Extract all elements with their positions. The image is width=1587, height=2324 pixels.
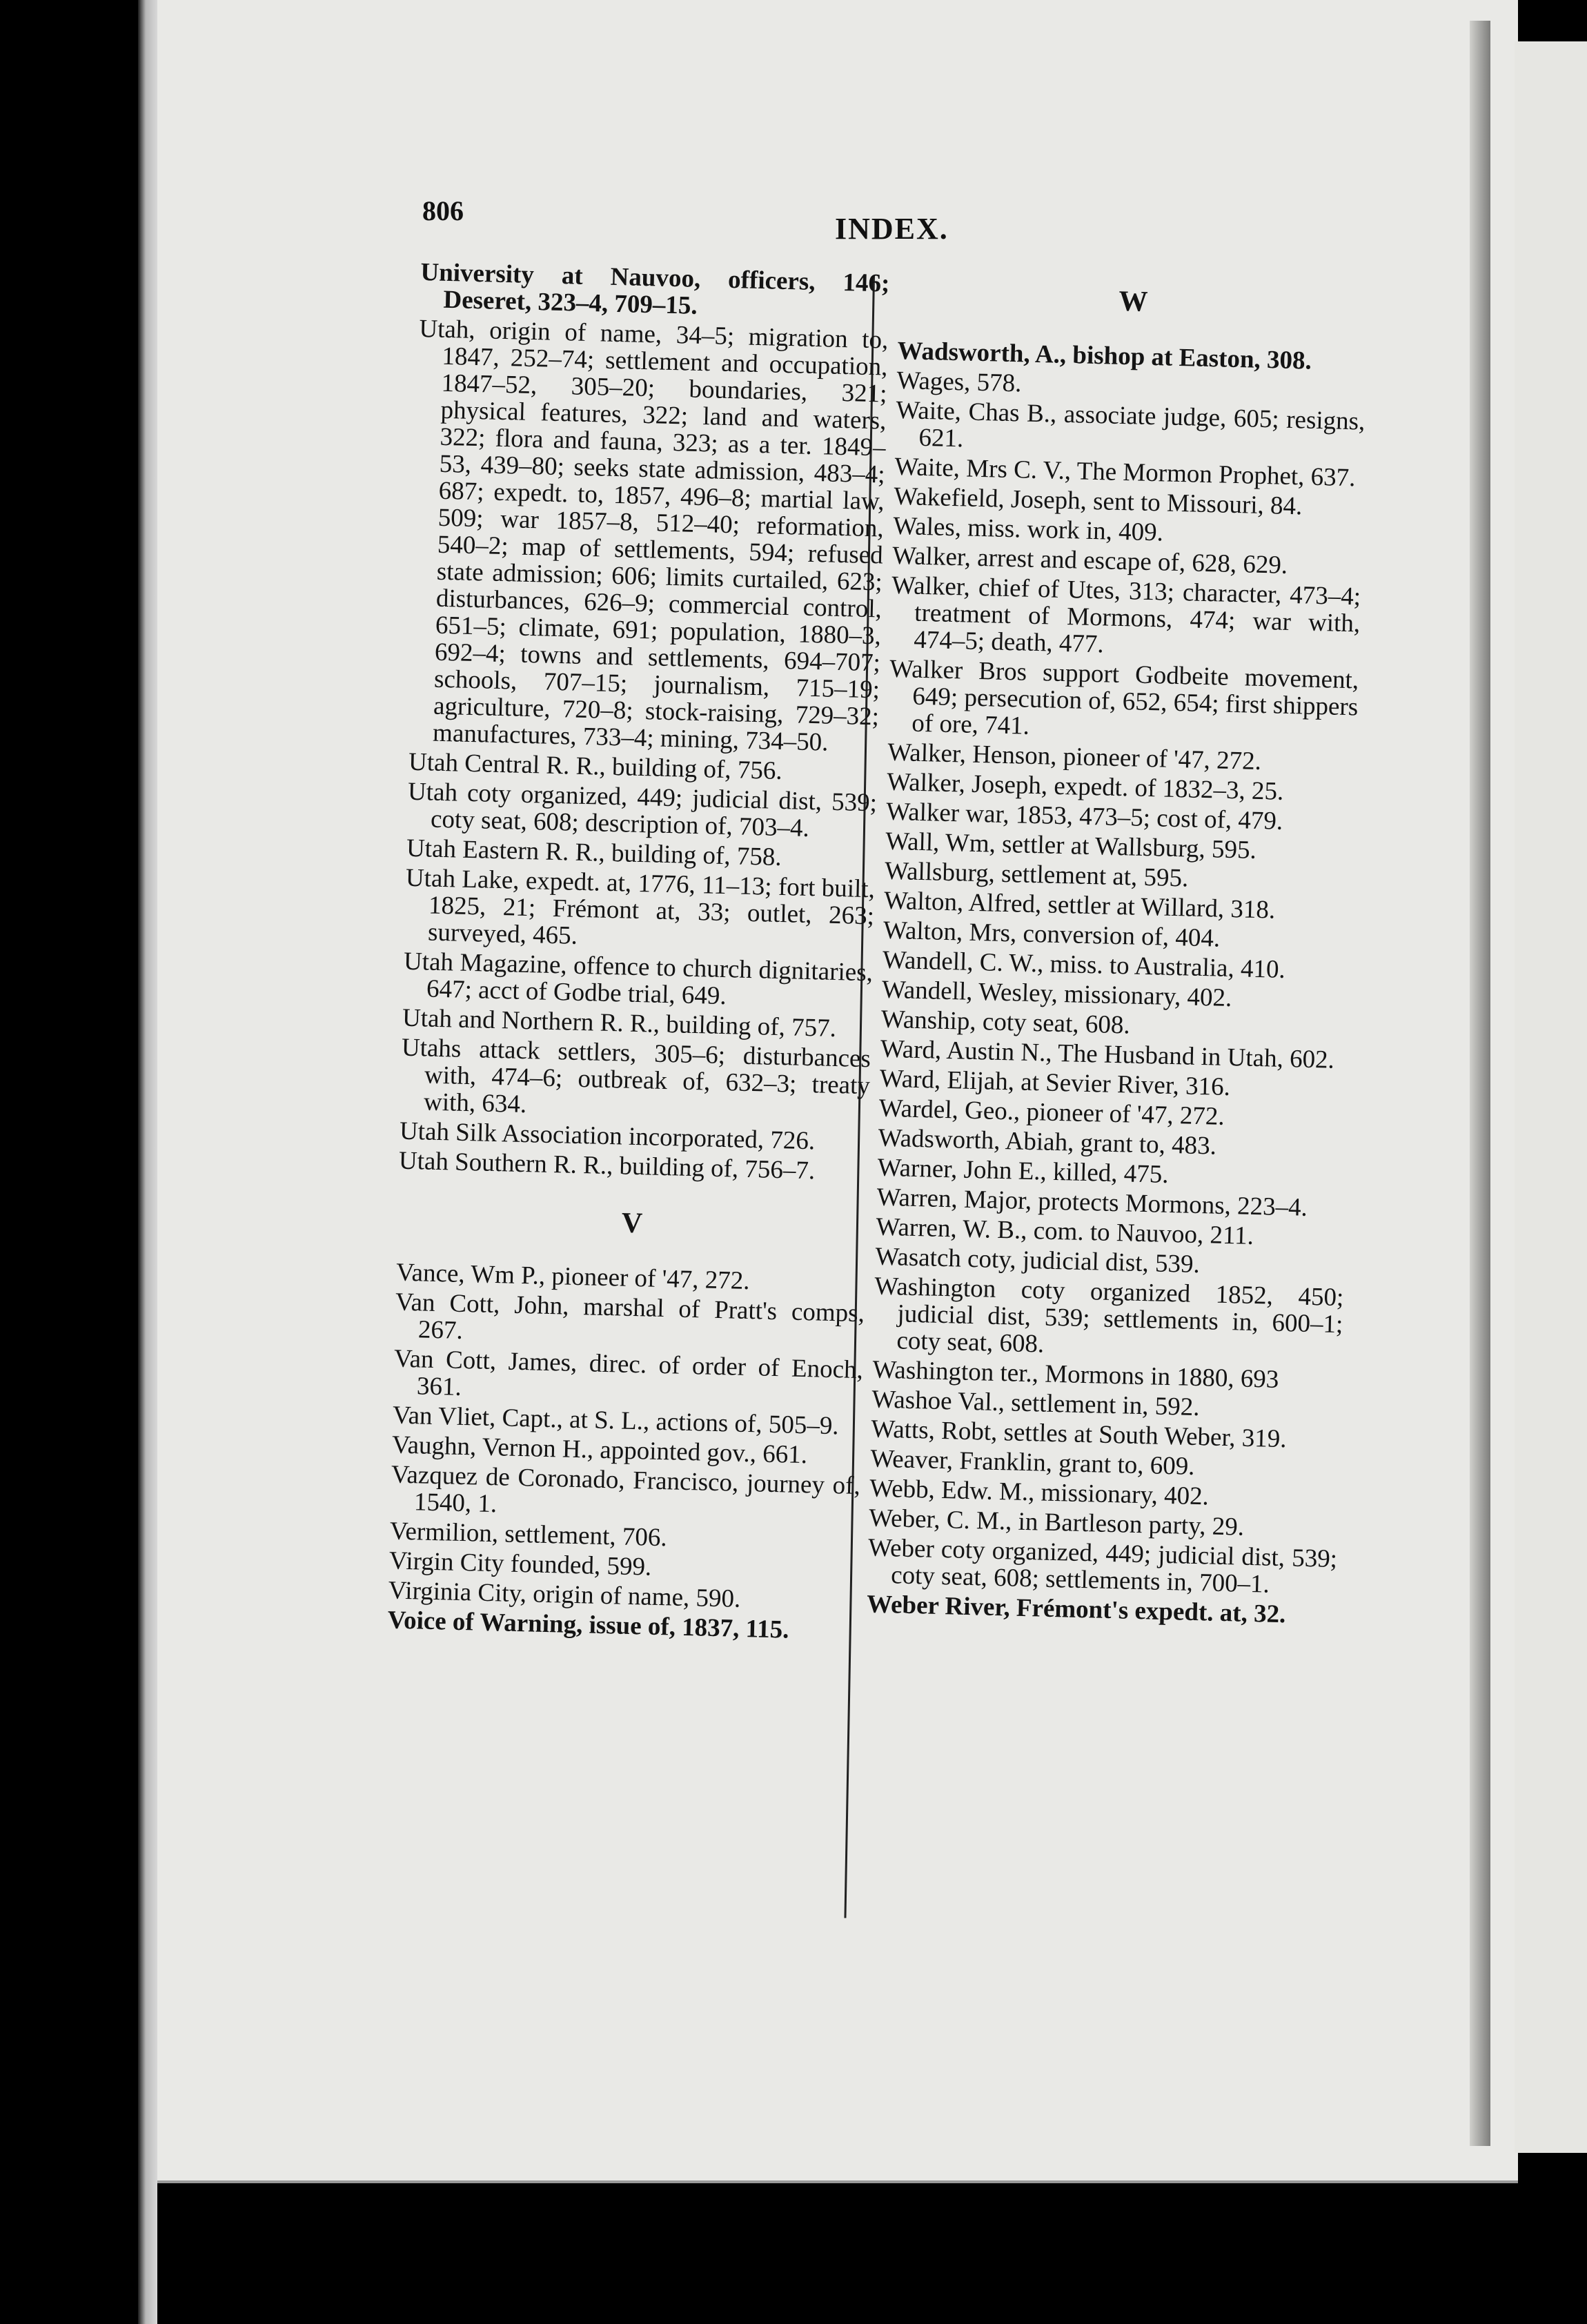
- section-letter-v: V: [621, 1207, 643, 1240]
- index-entry: Walker, arrest and escape of, 628, 629.: [891, 541, 1288, 580]
- index-entry: Webb, Edw. M., missionary, 402.: [869, 1474, 1210, 1511]
- index-entry: Wadsworth, A., bishop at Easton, 308.: [897, 336, 1312, 375]
- index-entry: Washoe Val., settlement in, 592.: [871, 1385, 1201, 1422]
- index-entry: Walker, chief of Utes, 313; character, 473–4; treatment of Mormons, 474; war with, 474–5; death, 477.: [891, 571, 1361, 659]
- index-entry: Utah Silk Association incorporated, 726.: [399, 1116, 816, 1156]
- index-entry: Van Cott, John, marshal of Pratt's comps, 267.: [395, 1288, 865, 1345]
- section-letter-w: W: [1118, 285, 1148, 318]
- index-entry: Walton, Mrs, conversion of, 404.: [883, 916, 1221, 953]
- index-entry: Utah Lake, expedt. at, 1776, 11–13; fort built, 1825, 21; Frémont at, 33; outlet, 263; surveyed, 465.: [405, 863, 876, 950]
- index-entry: Walker Bros support Godbeite movement, 649; persecution of, 652, 654; first shippers of ore, 741.: [889, 654, 1359, 740]
- index-entry: Wandell, Wesley, missionary, 402.: [881, 975, 1232, 1013]
- index-entry: Ward, Elijah, at Sevier River, 316.: [879, 1064, 1231, 1102]
- index-entry: Walton, Alfred, settler at Willard, 318.: [883, 886, 1276, 925]
- index-entry: Wadsworth, Abiah, grant to, 483.: [878, 1123, 1217, 1161]
- index-entries-u: [399, 259, 890, 1185]
- index-entry: Voice of Warning, issue of, 1837, 115.: [387, 1606, 789, 1644]
- index-entry: Ward, Austin N., The Husband in Utah, 602.: [880, 1034, 1335, 1074]
- index-entry: Utah Southern R. R., building of, 756–7.: [398, 1146, 816, 1185]
- index-entry: Vaughn, Vernon H., appointed gov., 661.: [391, 1430, 808, 1470]
- index-entry: Weber, C. M., in Bartleson party, 29.: [868, 1504, 1245, 1542]
- running-head: INDEX.: [835, 212, 949, 246]
- page-left-edge: [138, 0, 157, 2324]
- index-entries-w: [867, 337, 1367, 1629]
- index-entry: Utahs attack settlers, 305–6; disturbances with, 474–6; outbreak of, 632–3; treaty with, 634.: [401, 1033, 871, 1119]
- facing-page-edge: [1515, 41, 1587, 2153]
- index-entry: Virginia City, origin of name, 590.: [388, 1576, 741, 1613]
- index-column-left: [387, 259, 890, 1648]
- index-entry: Wanship, coty seat, 608.: [880, 1005, 1131, 1040]
- index-entry: Utah and Northern R. R., building of, 757.: [402, 1003, 837, 1043]
- index-entry: Wandell, C. W., miss. to Australia, 410.: [882, 945, 1286, 984]
- index-entry: Waite, Chas B., associate judge, 605; resigns, 621.: [895, 395, 1366, 453]
- index-entry: Weber coty organized, 449; judicial dist, 539; coty seat, 608; settlements in, 700–1.: [867, 1533, 1338, 1599]
- index-entry: Warner, John E., killed, 475.: [877, 1153, 1170, 1189]
- index-entry: Van Vliet, Capt., at S. L., actions of, 505–9.: [392, 1401, 840, 1441]
- index-entry: Utah, origin of name, 34–5; migration to, 1847, 252–74; settlement and occupation, 1847–52, 305–20; boundaries, 321; physical features, 322; land and waters, 322; flora and fauna, 323; as a ter. 1849–53, 439–80; seeks state admission, 483–4; 687; expedt. to, 1857, 496–8; martial law, 509; war 1857–8, 512–40; reformation, 540–2; map of settlements, 594; refused state admission; 606; limits curtailed, 623; disturbances, 626–9; commercial control, 651–5; climate, 691; population, 1880–3, 692–4; towns and settlements, 694–707; schools, 707–15; journalism, 715–19; agriculture, 720–8; stock-raising, 729–32; manufactures, 733–4; mining, 734–50.: [419, 314, 889, 757]
- index-entry: Weaver, Franklin, grant to, 609.: [869, 1444, 1195, 1481]
- page-number: 806: [422, 195, 464, 226]
- index-entry: Walker, Henson, pioneer of '47, 272.: [887, 738, 1262, 776]
- index-entry: Utah Eastern R. R., building of, 758.: [406, 834, 782, 872]
- index-entry: Wallsburg, settlement at, 595.: [884, 856, 1189, 893]
- index-entry: Walker, Joseph, expedt. of 1832–3, 25.: [886, 767, 1284, 806]
- index-entry: University at Nauvoo, officers, 146; Deseret, 323–4, 709–15.: [420, 258, 890, 320]
- index-entry: Wages, 578.: [896, 366, 1022, 398]
- index-entry: Vance, Wm P., pioneer of '47, 272.: [395, 1258, 751, 1296]
- index-entry: Van Cott, James, direc. of order of Enoch, 361.: [393, 1344, 864, 1401]
- index-entry: Warren, W. B., com. to Nauvoo, 211.: [876, 1212, 1254, 1250]
- index-entry: Virgin City founded, 599.: [388, 1546, 652, 1582]
- index-entry: Wasatch coty, judicial dist, 539.: [875, 1242, 1201, 1279]
- page-gutter-shadow: [1470, 21, 1490, 2146]
- index-entry: Utah Magazine, offence to church dignitaries, 647; acct of Godbe trial, 649.: [403, 947, 874, 1011]
- index-entry: Vazquez de Coronado, Francisco, journey of, 1540, 1.: [391, 1460, 861, 1519]
- index-entry: Waite, Mrs C. V., The Mormon Prophet, 637.: [894, 452, 1356, 493]
- index-entry: Watts, Robt, settles at South Weber, 319.: [870, 1415, 1288, 1454]
- index-entry: Wakefield, Joseph, sent to Missouri, 84.: [893, 482, 1303, 521]
- index-entry: Utah Central R. R., building of, 756.: [408, 747, 783, 786]
- index-entry: Wardel, Geo., pioneer of '47, 272.: [878, 1094, 1225, 1131]
- index-entry: Walker war, 1853, 473–5; cost of, 479.: [885, 797, 1283, 836]
- index-entry: Washington coty organized 1852, 450; judicial dist, 539; settlements in, 600–1; coty seat, 608.: [874, 1272, 1344, 1359]
- index-entry: Washington ter., Mormons in 1880, 693: [872, 1355, 1279, 1394]
- index-entries-v: [387, 1259, 865, 1645]
- index-entry: Vermilion, settlement, 706.: [389, 1517, 668, 1553]
- index-entry: Warren, Major, protects Mormons, 223–4.: [876, 1183, 1308, 1222]
- index-column-right: [867, 283, 1368, 1632]
- index-entry: Utah coty organized, 449; judicial dist, 539; coty seat, 608; description of, 703–4.: [407, 777, 878, 843]
- index-entry: Wall, Wm, settler at Wallsburg, 595.: [885, 827, 1257, 865]
- index-entry: Wales, miss. work in, 409.: [892, 511, 1164, 547]
- index-entry: Weber River, Frémont's expedt. at, 32.: [866, 1590, 1286, 1629]
